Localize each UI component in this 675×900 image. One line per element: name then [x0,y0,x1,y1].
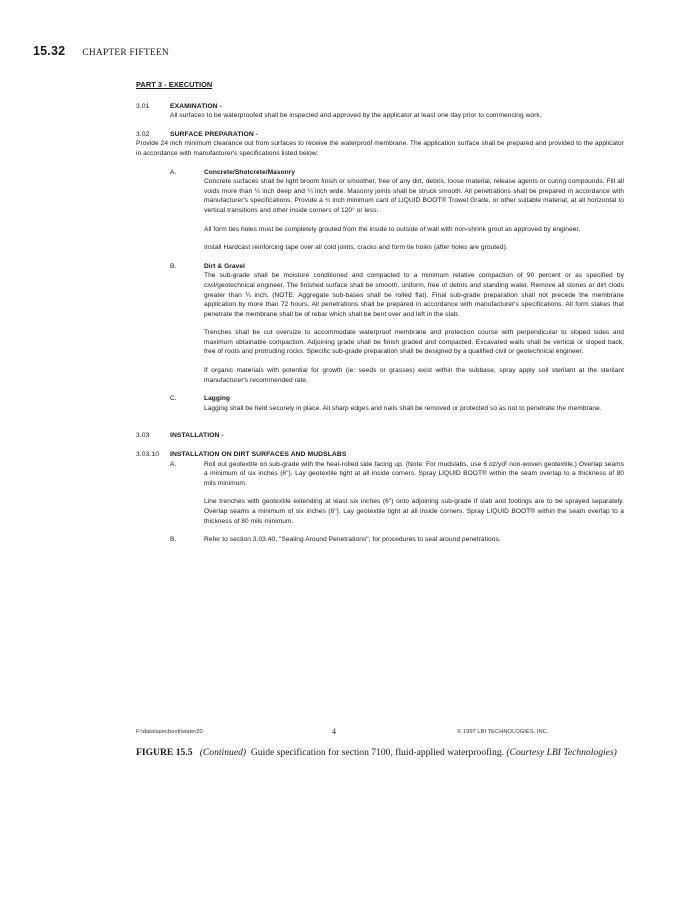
subsection-letter: C. [170,395,177,403]
section-3-03 [136,431,624,441]
paragraph: Trenches shall be cut oversize to accommodate waterproof membrane and protection course with perpendicular to sloped sides and maximum obtainable compaction. Adjoining grade shall be finish graded and compacted. Excavated walls shall be vertical or sloped back, free of roots and protruding rocks. Specific sub-grade preparation shall be designed by a qualified civil or geotechnical engineer. [204,329,624,356]
section-title: INSTALLATION - [170,432,224,440]
figure-caption [136,746,636,759]
figure-description: Guide specification for section 7100, fluid-applied waterproofing. [250,747,504,758]
section-title: SURFACE PREPARATION - [170,130,259,138]
footer-page-number: 4 [332,727,336,736]
section-title: EXAMINATION - [170,102,222,110]
page-header [33,44,169,58]
subsection-title: Lagging [204,395,230,403]
subsection-title: Concrete/Shotcrete/Masonry [204,168,296,176]
section-number: 3.03.10 [136,451,160,459]
section-body: All surfaces to be waterproofed shall be inspected and approved by the applicator at least one day prior to commencing work. [170,112,542,120]
section-3-02 [136,130,624,159]
figure-courtesy: (Courtesy LBI Technologies) [506,747,617,758]
paragraph: Line trenches with geotextile extending at least six inches (6") onto adjoining sub-grade if slab and footings are to be sprayed separately. Overlap seams a minimum of six inches (6"). Lay geotextile tight at all inside corners. Spray LIQUID BOOT® within the seam overlap to a thickness of 80 mils minimum. [204,498,624,525]
section-body: Provide 24 inch minimum clearance out from surfaces to receive the waterproof membrane. The application surface shall be prepared and provided to the applicator in accordance with manufacturer's specifications listed below: [136,140,624,157]
footer-file-path: F:\data\specbook\water20 [136,729,203,735]
subsection-letter: A. [170,460,177,468]
paragraph: Refer to section 3.03.40, "Sealing Around Penetrations", for procedures to seal around penetrations. [204,536,501,544]
subsection-letter: B. [170,262,177,270]
page-number: 15.32 [33,44,66,58]
subsection-title: Dirt & Gravel [204,262,245,270]
paragraph: If organic materials with potential for growth (ie: seeds or grasses) exist within the subbase, spray apply soil sterilant at the sterilant manufacturer's recommended rate. [204,367,624,384]
subsection-letter: A. [170,168,177,176]
footer-copyright: © 1997 LBI TECHNOLOGIES, INC. [457,729,549,735]
paragraph: All form ties holes must be completely grouted from the inside to outside of wall with non-shrink grout as approved by engineer. [204,225,581,233]
part-title: PART 3 - EXECUTION [136,80,213,89]
figure-continued: (Continued) [199,747,247,758]
paragraph: Lagging shall be held securely in place. All sharp edges and nails shall be removed or protected so as not to penetrate the membrane. [204,404,602,412]
subsection-b-penetrations [170,535,624,545]
subsection-a-concrete [170,168,624,253]
subsection-b-dirt-gravel [170,262,624,386]
subsection-a-geotextile [170,460,624,527]
section-3-03-10 [136,450,624,460]
chapter-title: CHAPTER FIFTEEN [82,48,169,58]
spec-content [136,80,624,545]
paragraph: The sub-grade shall be moisture conditioned and compacted to a minimum relative compaction of 90 percent or as specified by civil/geotechnical engineer. The finished surface shall be smooth, uniform, free of debris and standing water. Remove all stones or dirt clods greater than ¼ inch. (NOTE: Aggregate sub-bases shall be rolled flat). Final sub-grade preparation shall not precede the membrane application by more than 72 hours. All penetrations shall be prepared in accordance with manufacturer's specifications. All form stakes that penetrate the membrane shall be of rebar which shall be bent over and left in the slab. [204,272,624,318]
section-number: 3.02 [136,130,150,138]
figure-label: FIGURE 15.5 [136,747,193,758]
section-3-01 [136,102,624,121]
section-number: 3.01 [136,102,150,110]
paragraph: Concrete surfaces shall be light broom finish or smoother, free of any dirt, debris, loose material, release agents or curing compounds. Fill all voids more than ¼ inch deep and ¼ inch wide. Masonry joints shall be struck smooth. All penetrations shall be prepared in accordance with manufacturer's specifications. Provide a ¾ inch minimum cant of LIQUID BOOT® Trowel Grade, or other suitable material, at all horizontal to vertical transitions and other inside corners of 120° or less. [204,178,624,214]
section-title: INSTALLATION ON DIRT SURFACES AND MUDSLABS [170,451,347,459]
paragraph: Roll out geotextile on sub-grade with the heat-rolled side facing up. (Note: For mudslabs, use 6 oz/yd² non-woven geotextile.) Overlap seams a minimum of six inches (6"). Lay geotextile tight at all inside corners. Spray LIQUID BOOT® within the seam overlap to a thickness of 80 mils minimum. [204,460,624,487]
section-number: 3.03 [136,432,150,440]
subsection-letter: B. [170,536,177,544]
paragraph: Install Hardcast reinforcing tape over all cold joints, cracks and form tie holes (after holes are grouted). [204,244,508,252]
subsection-c-lagging [170,394,624,413]
